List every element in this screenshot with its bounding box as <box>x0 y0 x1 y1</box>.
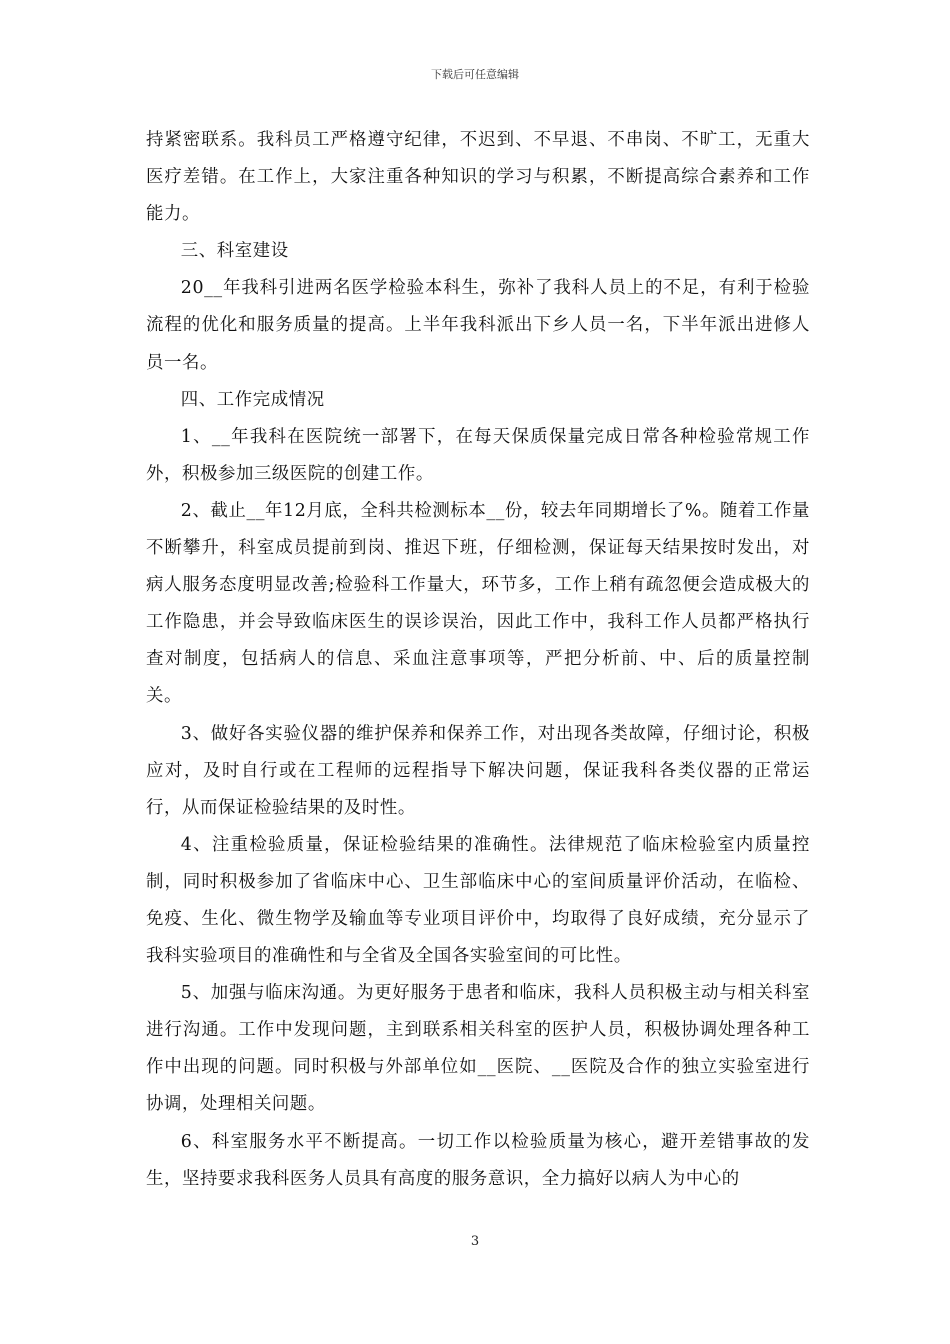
list-item-4: 4、注重检验质量，保证检验结果的准确性。法律规范了临床检验室内质量控制，同时积极参加了省临床中心、卫生部临床中心的室间质量评价活动，在临检、免疫、生化、微生物学及输血等专业项目评价中，均取得了良好成绩，充分显示了我科实验项目的准确性和与全省及全国各实验室间的可比性。 <box>146 834 810 967</box>
page-header: 下载后可任意编辑 <box>431 68 519 81</box>
paragraph-1: 持紧密联系。我科员工严格遵守纪律，不迟到、不早退、不串岗、不旷工，无重大医疗差错。在工作上，大家注重各种知识的学习与积累，不断提高综合素养和工作能力。 <box>146 130 810 225</box>
list-item-6: 6、科室服务水平不断提高。一切工作以检验质量为核心，避开差错事故的发生，坚持要求我科医务人员具有高度的服务意识，全力搞好以病人为中心的 <box>146 1131 810 1189</box>
page-number: 3 <box>470 1234 480 1249</box>
paragraph-2: 20__年我科引进两名医学检验本科生，弥补了我科人员上的不足，有利于检验流程的优化和服务质量的提高。上半年我科派出下乡人员一名，下半年派出进修人员一名。 <box>146 278 810 373</box>
list-item-2: 2、截止__年12月底，全科共检测标本__份，较去年同期增长了%。随着工作量不断攀升，科室成员提前到岗、推迟下班，仔细检测，保证每天结果按时发出，对病人服务态度明显改善;检验科工作量大，环节多，工作上稍有疏忽便会造成极大的工作隐患，并会导致临床医生的误诊误治，因此工作中，我科工作人员都严格执行查对制度，包括病人的信息、采血注意事项等，严把分析前、中、后的质量控制关。 <box>146 500 810 707</box>
list-item-1: 1、__年我科在医院统一部署下，在每天保质保量完成日常各种检验常规工作外，积极参加三级医院的创建工作。 <box>146 426 810 484</box>
document-body <box>146 122 810 1198</box>
list-item-5: 5、加强与临床沟通。为更好服务于患者和临床，我科人员积极主动与相关科室进行沟通。工作中发现问题，主到联系相关科室的医护人员，积极协调处理各种工作中出现的问题。同时积极与外部单位如__医院、__医院及合作的独立实验室进行协调，处理相关问题。 <box>146 983 810 1115</box>
section-heading-4: 四、工作完成情况 <box>180 389 325 410</box>
list-item-3: 3、做好各实验仪器的维护保养和保养工作，对出现各类故障，仔细讨论，积极应对，及时自行或在工程师的远程指导下解决问题，保证我科各类仪器的正常运行，从而保证检验结果的及时性。 <box>146 723 810 818</box>
section-heading-3: 三、科室建设 <box>180 241 289 262</box>
